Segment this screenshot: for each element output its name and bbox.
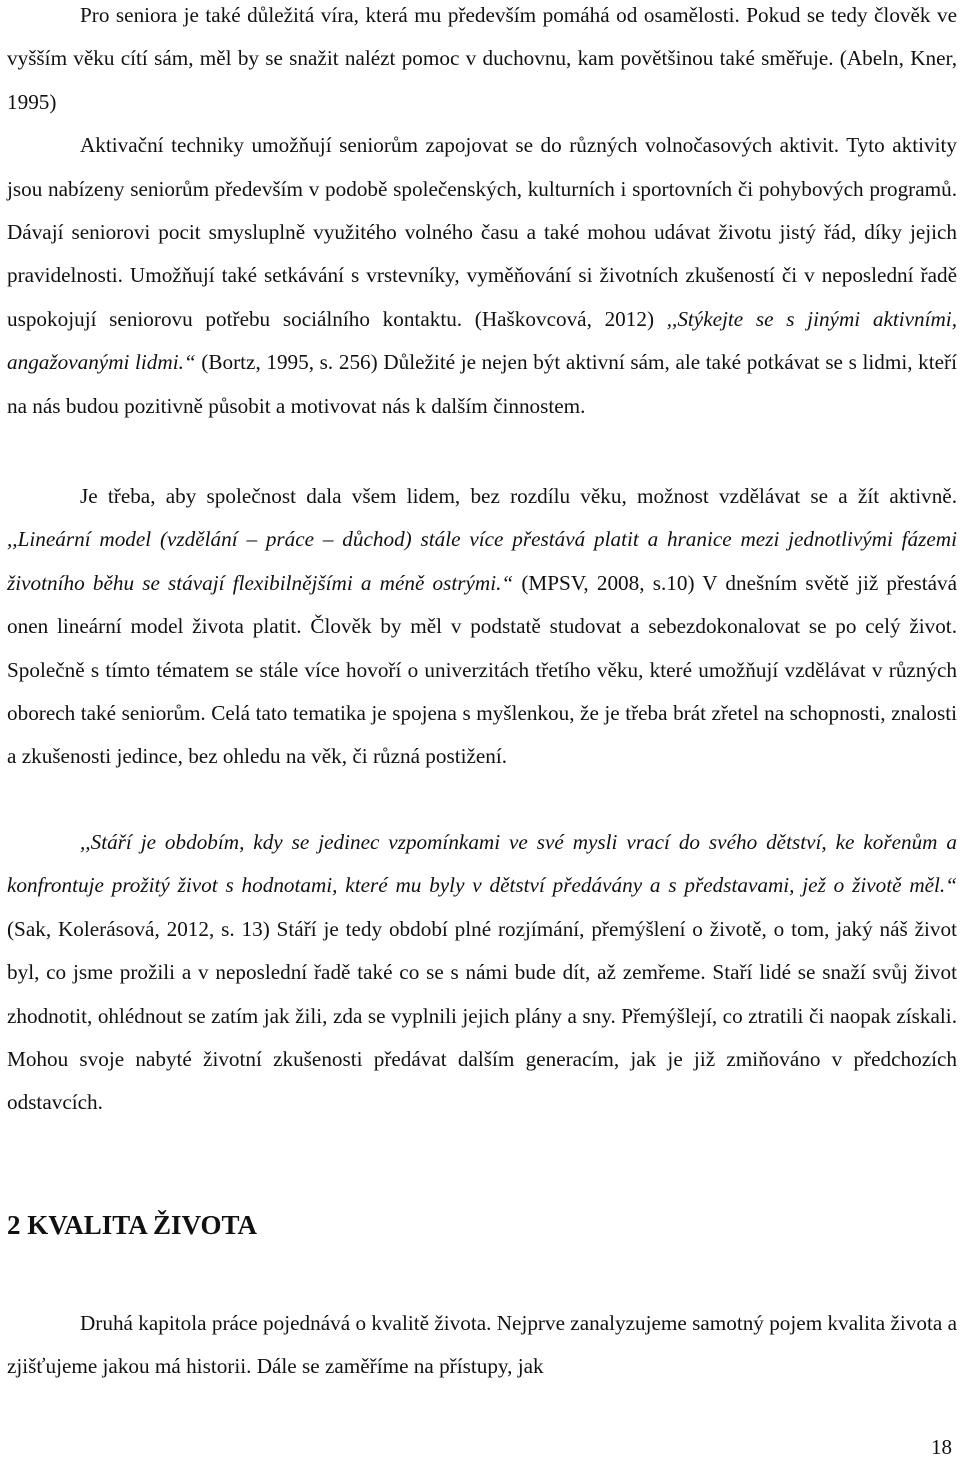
chapter-heading: 2 KVALITA ŽIVOTA xyxy=(7,1210,258,1240)
paragraph-text: (Sak, Kolerásová, 2012, s. 13) Stáří je tedy období plné rozjímání, přemýšlení o životě, o tom, jaký náš život byl, co jsme prožili a v neposlední řadě také co se s námi bude dít, až zemřeme. Staří lidé se snaží svůj život zhodnotit, ohlédnout se zatím jak žili, zda se vyplnili jejich plány a sny. Přemýšlejí, co ztratili či naopak získali. Mohou svoje nabyté životní zkušenosti předávat dalším generacím, jak je již zmiňováno v předchozích odstavcích. xyxy=(7,916,957,1115)
paragraph-text: (MPSV, 2008, s.10) V dnešním světě již přestává onen lineární model života platit. Člověk by měl v podstatě studovat a sebezdokonalovat se po celý život. Společně s tímto tématem se stále více hovoří o univerzitách třetího věku, které umožňují vzdělávat v různých oborech také seniorům. Celá tato tematika je spojena s myšlenkou, že je třeba brát zřetel na schopnosti, znalosti a zkušenosti jedince, bez ohledu na věk, či různá postižení. xyxy=(7,570,957,769)
paragraph-education xyxy=(7,475,957,779)
paragraph-text: Je třeba, aby společnost dala všem lidem, bez rozdílu věku, možnost vzdělávat se a žít aktivně. xyxy=(80,484,957,508)
page-number: 18 xyxy=(931,1435,952,1459)
paragraph-old-age xyxy=(7,821,957,1125)
paragraph-text: Pro seniora je také důležitá víra, která mu především pomáhá od osamělosti. Pokud se tedy člověk ve vyšším věku cítí sám, měl by se snažit nalézt pomoc v duchovnu, kam povětšinou také směřuje. (Abeln, Kner, 1995) xyxy=(7,3,957,114)
paragraph-faith-and-activation xyxy=(7,0,957,428)
paragraph-chapter-intro: Druhá kapitola práce pojednává o kvalitě života. Nejprve zanalyzujeme samotný pojem kvalita života a zjišťujeme jakou má historii. Dále se zaměříme na přístupy, jak xyxy=(7,1311,957,1379)
quotation: ,,Stáří je obdobím, kdy se jedinec vzpomínkami ve své mysli vrací do svého dětství, ke kořenům a konfrontuje prožitý život s hodnotami, které mu byly v dětství předávány a s představami, jež o životě měl.“ xyxy=(7,830,957,898)
paragraph-text: Aktivační techniky umožňují seniorům zapojovat se do různých volnočasových aktivit. Tyto aktivity jsou nabízeny seniorům především v podobě společenských, kulturních i sportovních či pohybových programů. Dávají seniorovi pocit smysluplně využitého volného času a také mohou udávat životu jistý řád, díky jejich pravidelnosti. Umožňují také setkávání s vrstevníky, vyměňování si životních zkušeností či v neposlední řadě uspokojují seniorovu potřebu sociálního kontaktu. (Haškovcová, 2012) xyxy=(7,133,957,331)
quotation: ,,Lineární model (vzdělání – práce – důchod) stále více přestává platit a hranice mezi jednotlivými fázemi životního běhu se stávají flexibilnějšími a méně ostrými.“ xyxy=(7,527,957,595)
paragraph-text: (Bortz, 1995, s. 256) Důležité je nejen být aktivní sám, ale také potkávat se s lidmi, kteří na nás budou pozitivně působit a motivovat nás k dalším činnostem. xyxy=(7,350,957,418)
quotation: ,,Stýkejte se s jinými aktivními, angažovanými lidmi.“ xyxy=(7,306,957,375)
